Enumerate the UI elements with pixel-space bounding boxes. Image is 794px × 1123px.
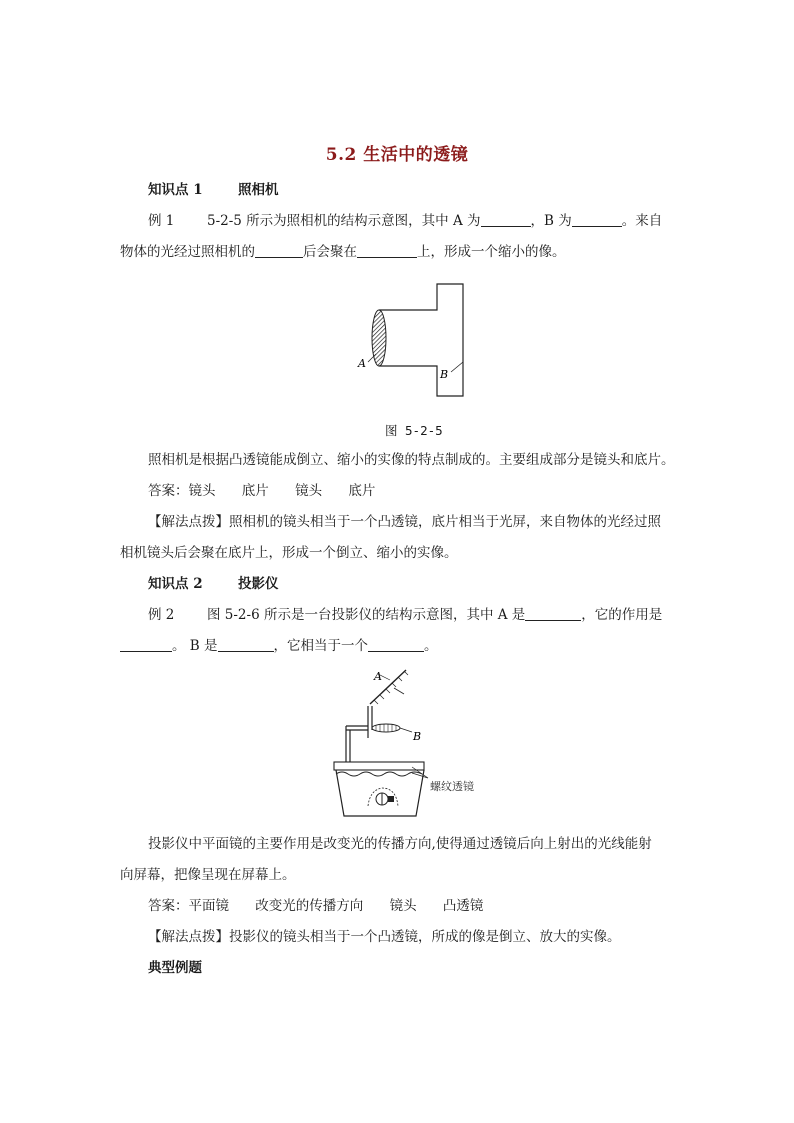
answer-item: 改变光的传播方向 bbox=[255, 898, 364, 914]
example-1-line-1 bbox=[148, 211, 662, 231]
example-1-line-2 bbox=[120, 242, 566, 262]
example-1-text: 上，形成一个缩小的像。 bbox=[417, 244, 566, 260]
knowledge-point-1-name: 照相机 bbox=[238, 182, 279, 198]
answer-item: 底片 bbox=[241, 483, 269, 499]
knowledge-point-1-label: 知识点 1 bbox=[148, 182, 203, 198]
answer-blank bbox=[368, 637, 424, 652]
explanation-1: 照相机是根据凸透镜能成倒立、缩小的实像的特点制成的。主要组成部分是镜头和底片。 bbox=[148, 452, 675, 468]
figure-caption: 图 5-2-5 bbox=[385, 423, 443, 438]
example-1-text: ，B 为 bbox=[530, 213, 572, 229]
tip-1-line-1: 【解法点拨】照相机的镜头相当于一个凸透镜，底片相当于光屏，来自物体的光经过照 bbox=[148, 514, 661, 530]
example-2-line-2 bbox=[120, 636, 438, 656]
camera-label-a: A bbox=[358, 357, 366, 370]
answer-1 bbox=[148, 481, 375, 501]
answer-blank bbox=[255, 243, 303, 258]
example-2-text: 图 5-2-6 所示是一台投影仪的结构示意图，其中 A 是 bbox=[206, 607, 526, 623]
answer-blank bbox=[572, 212, 622, 227]
tip-1-line-2: 相机镜头后会聚在底片上，形成一个倒立、缩小的实像。 bbox=[120, 545, 458, 561]
answer-item: 底片 bbox=[348, 483, 376, 499]
answer-2 bbox=[148, 896, 483, 916]
typical-examples-heading: 典型例题 bbox=[148, 960, 202, 976]
camera-label-b: B bbox=[440, 368, 449, 381]
knowledge-point-1 bbox=[148, 180, 279, 200]
answer-blank bbox=[481, 212, 531, 227]
projector-label-a: A bbox=[374, 670, 382, 683]
example-1-text: 后会聚在 bbox=[303, 244, 357, 260]
example-1-prefix: 例 1 bbox=[148, 213, 175, 229]
tip-2: 【解法点拨】投影仪的镜头相当于一个凸透镜，所成的像是倒立、放大的实像。 bbox=[148, 929, 621, 945]
explanation-2-line-2: 向屏幕，把像呈现在屏幕上。 bbox=[120, 867, 296, 883]
projector-label-b: B bbox=[413, 730, 422, 743]
answer-item: 镜头 bbox=[389, 898, 417, 914]
projector-diagram bbox=[330, 666, 500, 821]
answer-blank bbox=[218, 637, 274, 652]
example-2-text: 。 B 是 bbox=[172, 638, 218, 654]
answer-blank bbox=[120, 637, 172, 652]
camera-diagram bbox=[350, 278, 475, 403]
explanation-2-line-1: 投影仪中平面镜的主要作用是改变光的传播方向,使得通过透镜后向上射出的光线能射 bbox=[148, 836, 652, 852]
screw-lens-label: 螺纹透镜 bbox=[430, 780, 474, 793]
answer-item: 平面镜 bbox=[188, 898, 229, 914]
answer-label: 答案： bbox=[148, 483, 189, 499]
knowledge-point-2-name: 投影仪 bbox=[238, 576, 279, 592]
answer-blank bbox=[525, 606, 581, 621]
example-1-text: 物体的光经过照相机的 bbox=[120, 244, 255, 260]
example-2-text: ，它的作用是 bbox=[581, 607, 663, 623]
answer-item: 凸透镜 bbox=[442, 898, 484, 914]
example-1-text: 5-2-5 所示为照相机的结构示意图，其中 A 为 bbox=[206, 213, 481, 229]
example-1-text: 。来自 bbox=[621, 213, 663, 229]
knowledge-point-2-label: 知识点 2 bbox=[148, 576, 203, 592]
answer-item: 镜头 bbox=[295, 483, 323, 499]
page-title: 5.2 生活中的透镜 bbox=[325, 145, 469, 165]
answer-blank bbox=[357, 243, 417, 258]
example-2-prefix: 例 2 bbox=[148, 607, 175, 623]
answer-label: 答案： bbox=[148, 898, 189, 914]
example-2-text: 。 bbox=[424, 638, 438, 654]
answer-item: 镜头 bbox=[188, 483, 216, 499]
knowledge-point-2 bbox=[148, 574, 279, 594]
example-2-text: ，它相当于一个 bbox=[273, 638, 369, 654]
example-2-line-1 bbox=[148, 605, 662, 625]
